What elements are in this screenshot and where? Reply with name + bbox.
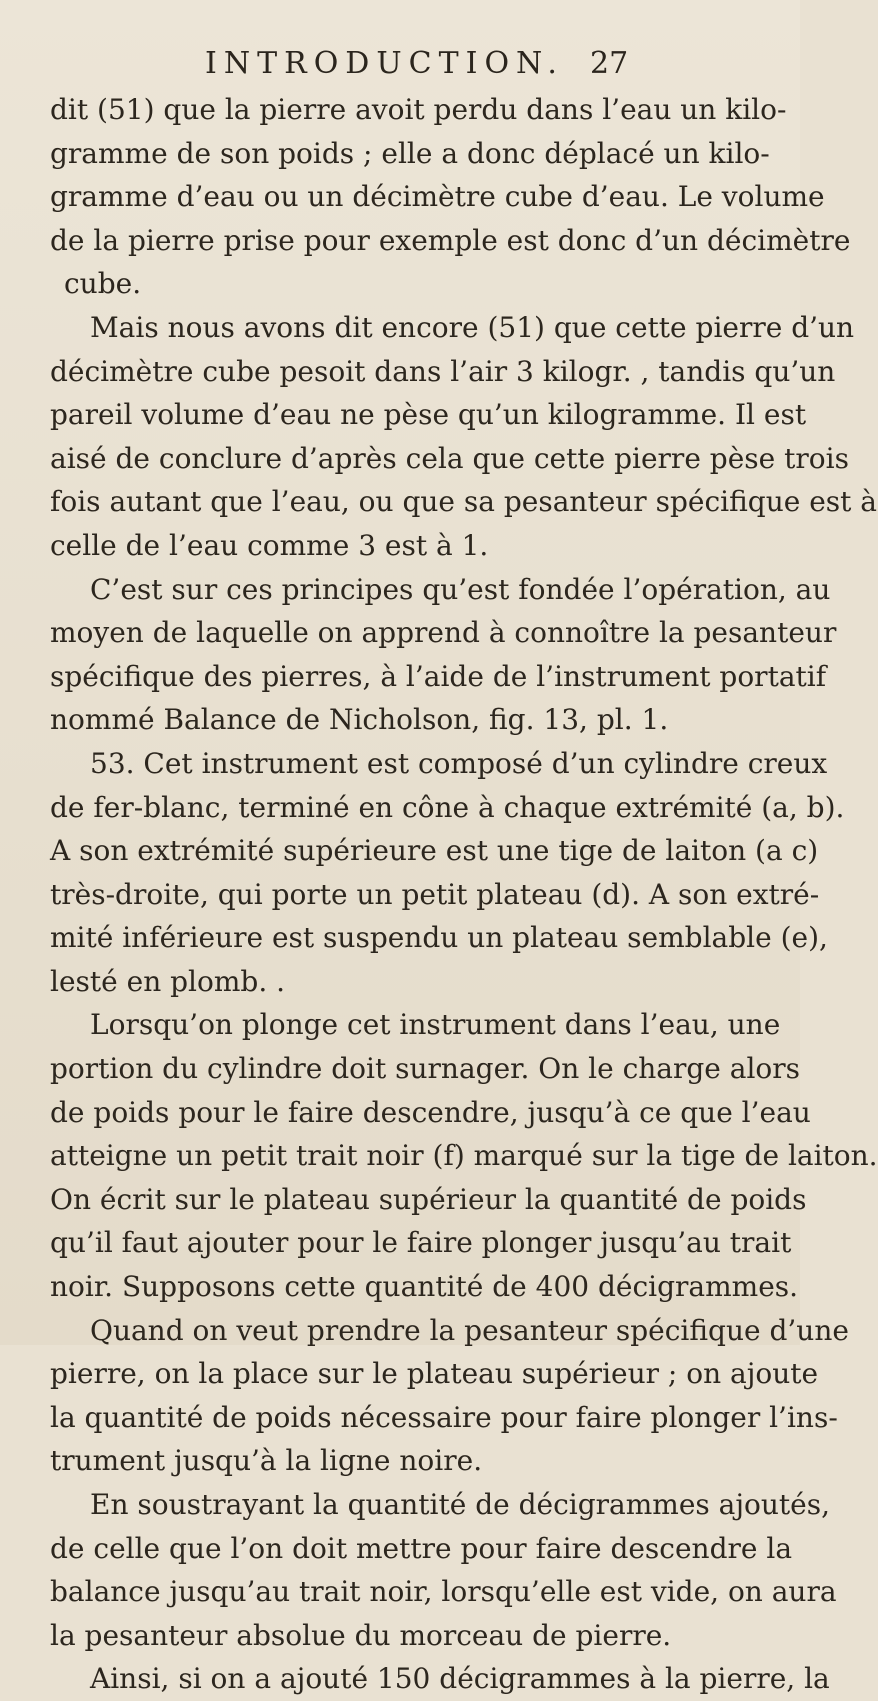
- paragraph-start: Lorsqu’on plonge cet instrument dans l’eau, une: [90, 1008, 781, 1042]
- text-line: la pesanteur absolue du morceau de pierre.: [50, 1618, 672, 1652]
- text-line: décimètre cube pesoit dans l’air 3 kilogr. , tandis qu’un: [50, 354, 836, 388]
- text-line: portion du cylindre doit surnager. On le charge alors: [50, 1052, 801, 1086]
- text-line: A son extrémité supérieure est une tige de laiton (a c): [50, 834, 819, 868]
- text-line: balance jusqu’au trait noir, lorsqu’elle est vide, on aura: [50, 1575, 837, 1609]
- text-line: pareil volume d’eau ne pèse qu’un kilogramme. Il est: [50, 398, 807, 432]
- text-line: de la pierre prise pour exemple est donc d’un décimètre: [50, 223, 851, 257]
- text-line: de celle que l’on doit mettre pour faire descendre la: [50, 1531, 793, 1565]
- text-line: spécifique des pierres, à l’aide de l’instrument portatif: [50, 659, 827, 693]
- paragraph-start: Quand on veut prendre la pesanteur spécifique d’une: [90, 1313, 849, 1347]
- text-line: qu’il faut ajouter pour le faire plonger jusqu’au trait: [50, 1226, 792, 1260]
- text-line: celle de l’eau comme 3 est à 1.: [50, 528, 489, 562]
- page-number: 27: [590, 46, 629, 81]
- paragraph-start: C’est sur ces principes qu’est fondée l’opération, au: [90, 572, 831, 606]
- text-line: gramme de son poids ; elle a donc déplacé un kilo-: [50, 136, 770, 170]
- text-line: lesté en plomb. .: [50, 964, 286, 998]
- text-line: fois autant que l’eau, ou que sa pesanteur spécifique est à: [50, 485, 877, 519]
- text-line: On écrit sur le plateau supérieur la quantité de poids: [50, 1182, 807, 1216]
- paragraph-start: Ainsi, si on a ajouté 150 décigrammes à la pierre, la: [90, 1662, 830, 1696]
- page-header: [205, 46, 629, 86]
- text-line: mité inférieure est suspendu un plateau semblable (e),: [50, 921, 828, 955]
- running-title: INTRODUCTION.: [205, 46, 564, 81]
- text-line: pierre, on la place sur le plateau supérieur ; on ajoute: [50, 1357, 819, 1391]
- paragraph-start: 53. Cet instrument est composé d’un cylindre creux: [90, 746, 828, 780]
- text-line: trument jusqu’à la ligne noire.: [50, 1444, 483, 1478]
- text-line: très-droite, qui porte un petit plateau (d). A son extré-: [50, 877, 820, 911]
- body-text: [50, 88, 878, 1701]
- text-line: nommé Balance de Nicholson, fig. 13, pl. 1.: [50, 703, 669, 737]
- paragraph-start: Mais nous avons dit encore (51) que cette pierre d’un: [90, 310, 855, 344]
- text-line: de fer-blanc, terminé en cône à chaque extrémité (a, b).: [50, 790, 845, 824]
- text-line: cube.: [64, 267, 142, 301]
- text-line: la quantité de poids nécessaire pour faire plonger l’ins-: [50, 1400, 838, 1434]
- text-line: dit (51) que la pierre avoit perdu dans l’eau un kilo-: [50, 93, 787, 126]
- text-line: aisé de conclure d’après cela que cette pierre pèse trois: [50, 441, 849, 475]
- text-line: atteigne un petit trait noir (f) marqué sur la tige de laiton.: [50, 1139, 878, 1173]
- paragraph-start: En soustrayant la quantité de décigrammes ajoutés,: [90, 1488, 831, 1521]
- text-line: moyen de laquelle on apprend à connoître la pesanteur: [50, 616, 837, 650]
- text-line: gramme d’eau ou un décimètre cube d’eau. Le volume: [50, 180, 825, 214]
- text-line: de poids pour le faire descendre, jusqu’à ce que l’eau: [50, 1095, 811, 1129]
- text-line: noir. Supposons cette quantité de 400 décigrammes.: [50, 1270, 799, 1304]
